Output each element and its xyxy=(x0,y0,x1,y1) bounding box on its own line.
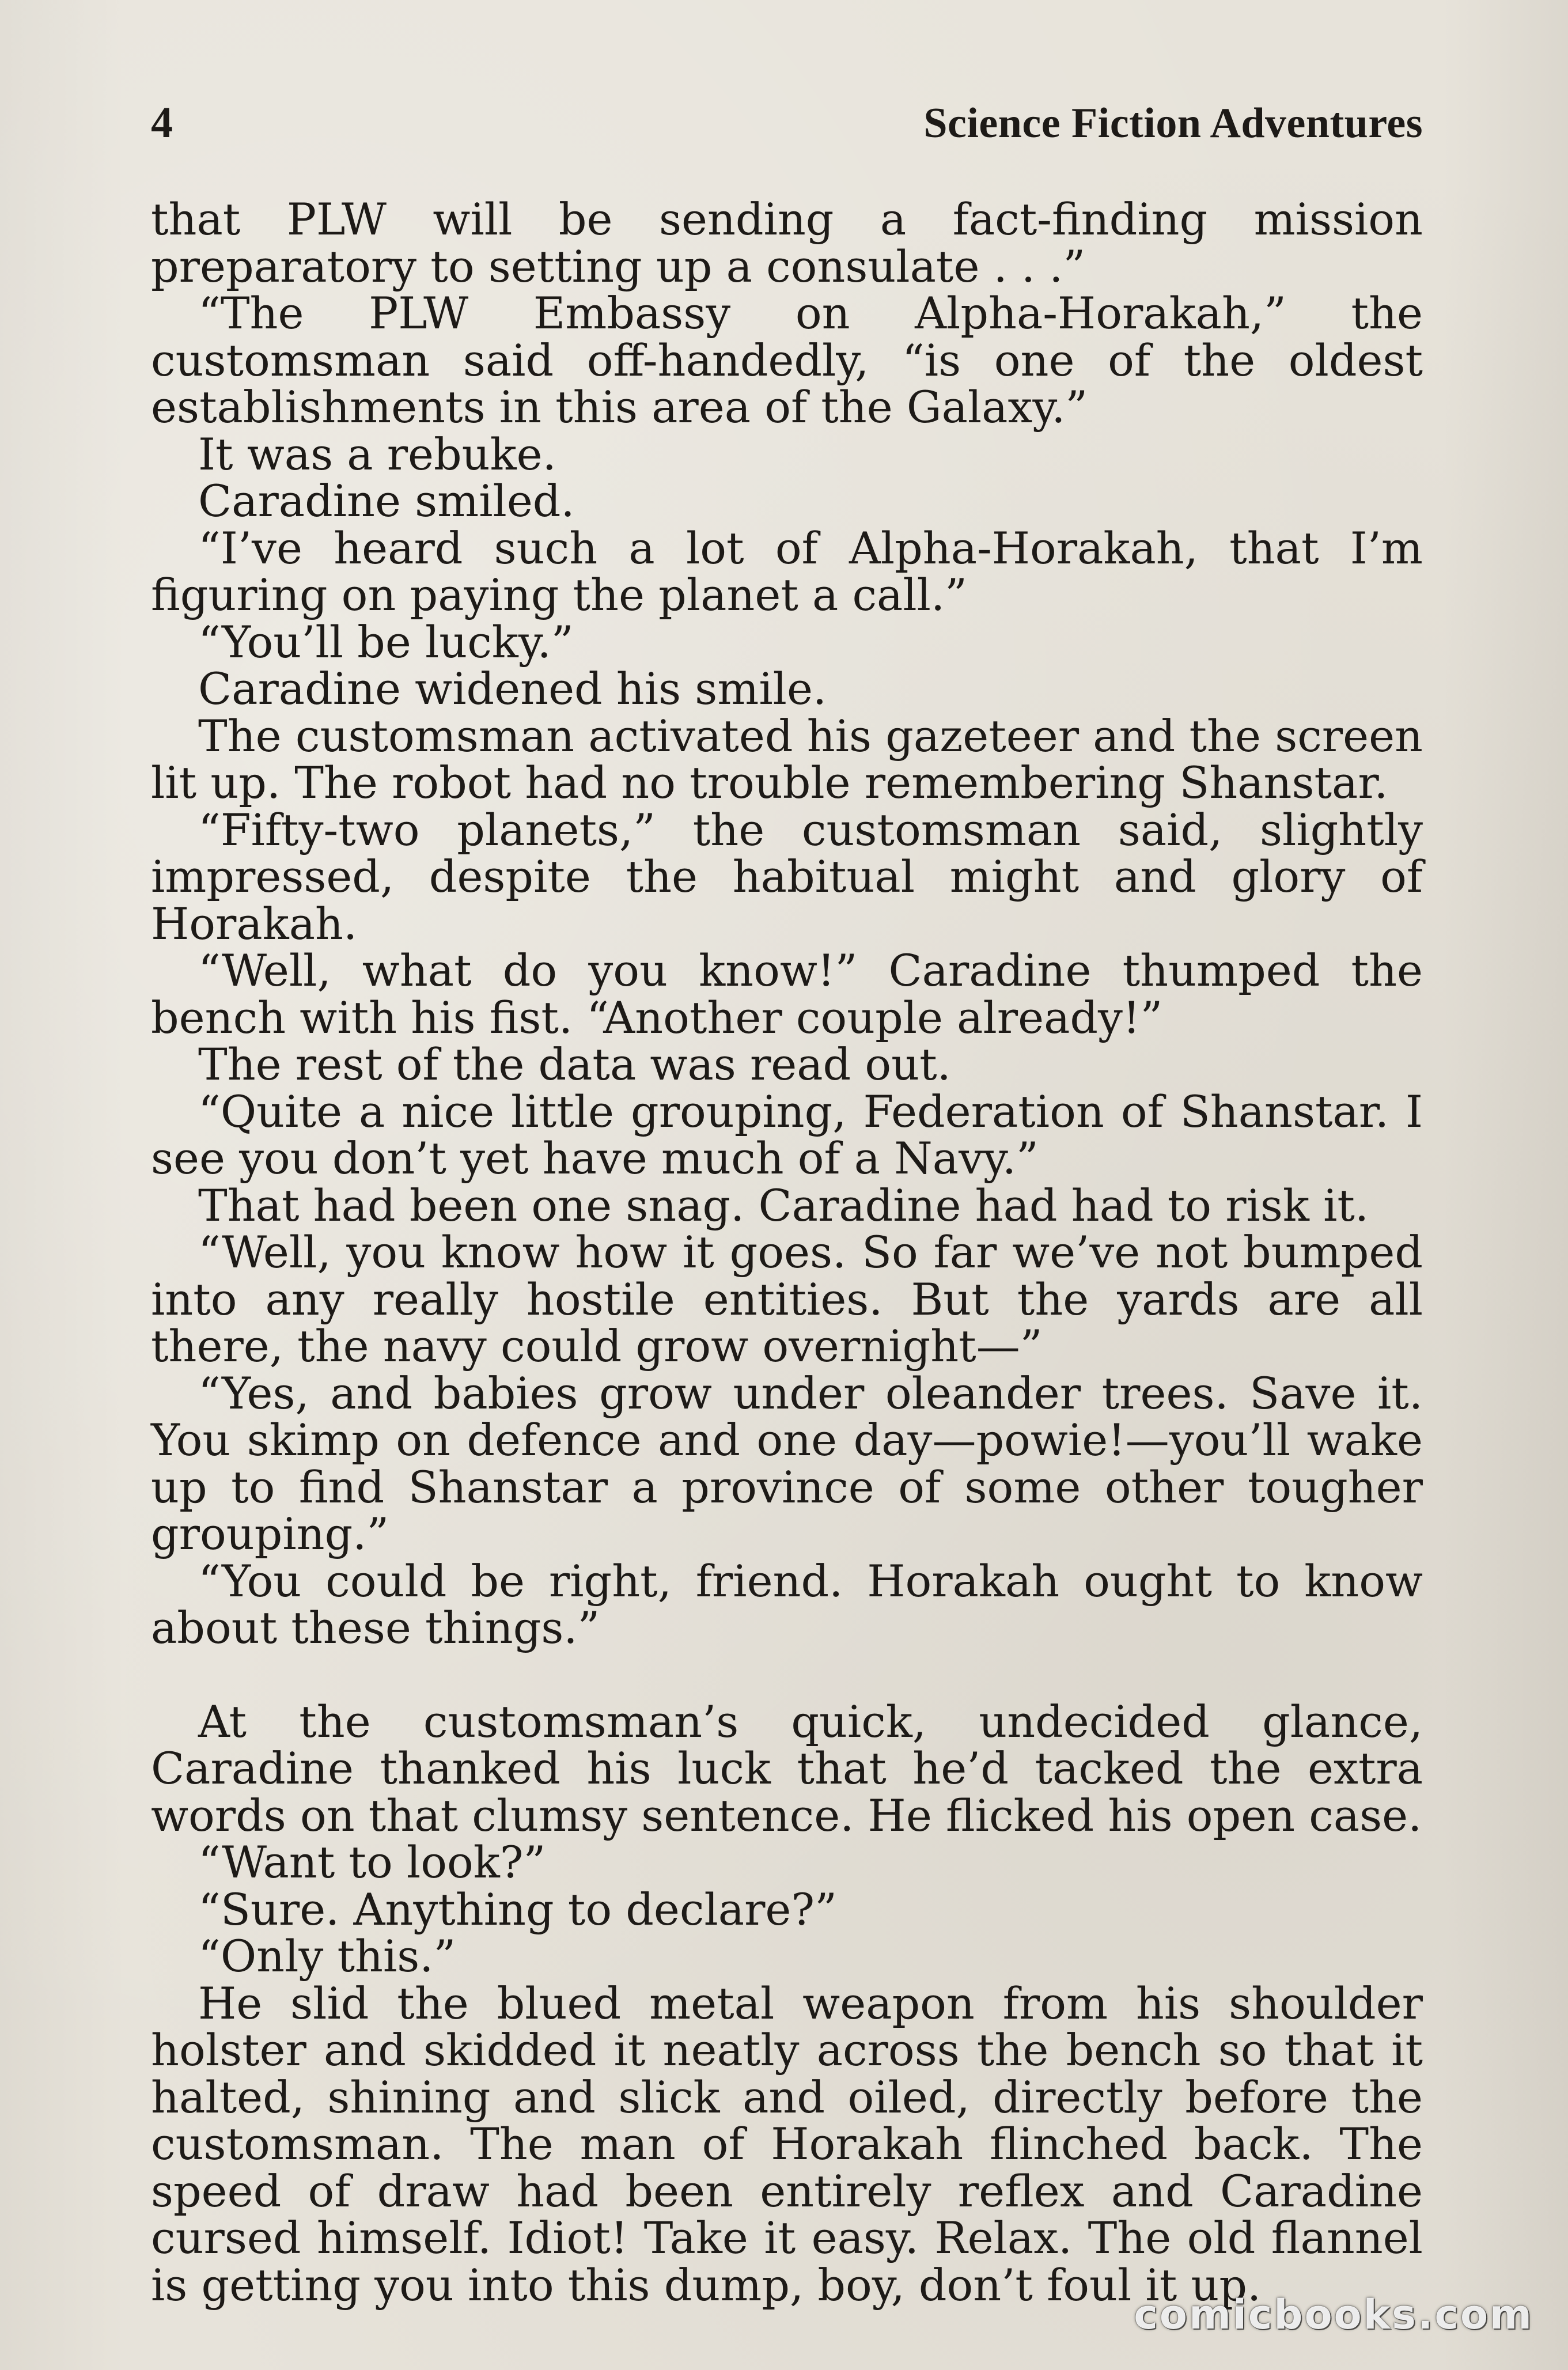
paragraph: The rest of the data was read out. xyxy=(198,1039,951,1090)
paragraph: “You could be right, friend. Horakah ought to know about these things.” xyxy=(151,1555,1423,1653)
page-header xyxy=(151,98,1423,156)
paragraph: “Well, what do you know!” Caradine thumped the bench with his fist. “Another couple already!” xyxy=(151,945,1423,1043)
paragraph: Caradine widened his smile. xyxy=(198,663,827,714)
paragraph: “Fifty-two planets,” the customsman said, slightly impressed, despite the habitual might and glory of Horakah. xyxy=(151,804,1423,949)
paragraph: “Quite a nice little grouping, Federation of Shanstar. I see you don’t yet have much of a Navy.” xyxy=(151,1085,1423,1184)
paragraph: “The PLW Embassy on Alpha-Horakah,” the customsman said off-handedly, “is one of the oldest establishments in this area of the Galaxy.” xyxy=(151,287,1423,433)
paragraph: “You’ll be lucky.” xyxy=(198,616,574,668)
running-head: Science Fiction Adventures xyxy=(923,100,1423,147)
page-number: 4 xyxy=(151,99,173,147)
site-watermark: comicbooks.com xyxy=(1134,2291,1533,2338)
paragraph: He slid the blued metal weapon from his shoulder holster and skidded it neatly across the bench so that it halted, shining and slick and oiled, directly before the customsman. The man of Horakah flinched back. The speed of draw had been entirely reflex and Caradine cursed himself. Idiot! Take it easy. Relax. The old flannel is getting you into this dump, boy, don’t foul it up. xyxy=(151,1977,1423,2311)
paragraph: “Yes, and babies grow under oleander trees. Save it. You skimp on defence and one day—powie!—you’ll wake up to find Shanstar a province of some other tougher grouping.” xyxy=(151,1367,1423,1559)
paragraph: At the customsman’s quick, undecided glance, Caradine thanked his luck that he’d tacked the extra words on that clumsy sentence. He flicked his open case. xyxy=(151,1695,1423,1841)
paragraph: that PLW will be sending a fact-finding mission preparatory to setting up a consulate . . .” xyxy=(151,194,1423,292)
paragraph: “Only this.” xyxy=(198,1930,456,1982)
body-text xyxy=(151,194,1423,2311)
paragraph: “Sure. Anything to declare?” xyxy=(198,1883,837,1935)
paragraph: “I’ve heard such a lot of Alpha-Horakah, that I’m figuring on paying the planet a call.” xyxy=(151,522,1423,620)
paragraph: “Want to look?” xyxy=(198,1837,546,1888)
paragraph: That had been one snag. Caradine had had to risk it. xyxy=(198,1179,1369,1231)
paragraph: “Well, you know how it goes. So far we’ve not bumped into any really hostile entities. But the yards are all there, the navy could grow overnight—” xyxy=(151,1226,1423,1372)
paragraph: The customsman activated his gazeteer and the screen lit up. The robot had no trouble remembering Shanstar. xyxy=(151,710,1423,808)
paragraph: It was a rebuke. xyxy=(198,428,556,480)
paragraph: Caradine smiled. xyxy=(198,475,575,527)
